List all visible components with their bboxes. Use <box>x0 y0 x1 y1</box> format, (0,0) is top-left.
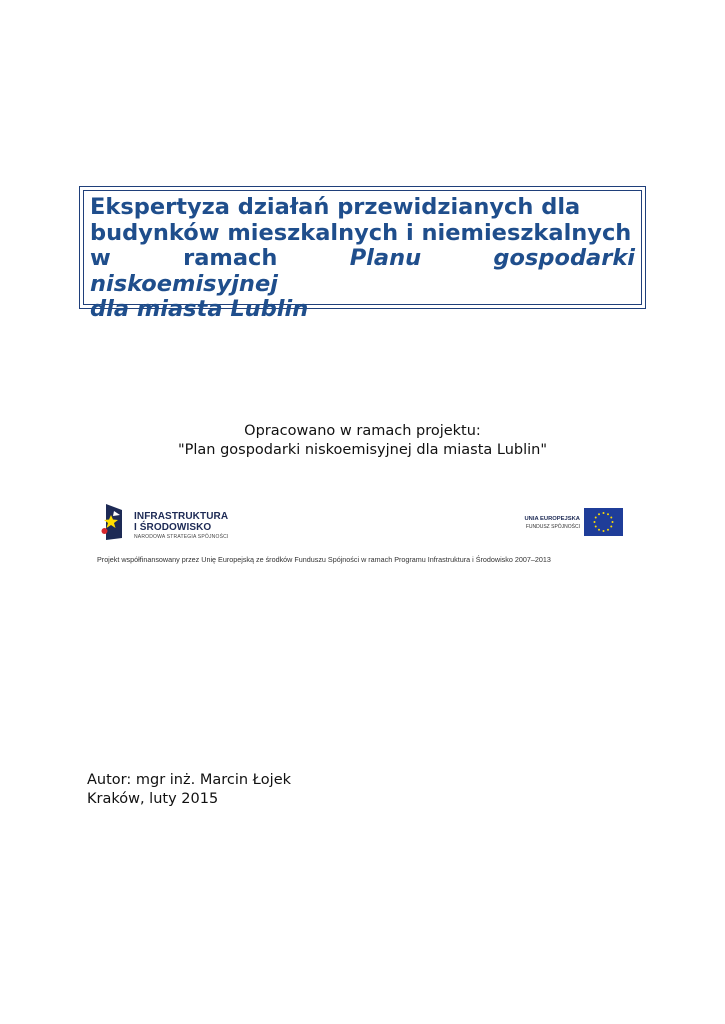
eu-star <box>607 513 609 515</box>
title-line-3 <box>90 246 635 297</box>
eu-star <box>612 521 614 523</box>
place-date-line: Kraków, luty 2015 <box>87 791 219 807</box>
title-frame <box>79 186 646 322</box>
eu-star <box>603 530 605 532</box>
infra-line-1: INFRASTRUKTURA <box>134 511 229 522</box>
infra-line-2: I ŚRODOWISKO <box>134 522 212 533</box>
author-block <box>87 771 291 809</box>
eu-star <box>607 529 609 531</box>
eu-star <box>598 513 600 515</box>
eu-name: UNIA EUROPEJSKA <box>524 516 580 522</box>
eu-fund: FUNDUSZ SPÓJNOŚCI <box>525 524 580 530</box>
eu-star <box>603 512 605 514</box>
eu-star <box>598 529 600 531</box>
infrastruktura-star-icon <box>100 502 130 542</box>
infra-sub: NARODOWA STRATEGIA SPÓJNOŚCI <box>134 534 229 540</box>
author-line: Autor: mgr inż. Marcin Łojek <box>87 772 292 788</box>
title-line-4-italic: dla miasta Lublin <box>90 296 309 322</box>
eu-text <box>524 516 580 530</box>
title-line-2: budynków mieszkalnych i niemieszkalnych <box>90 219 632 246</box>
infrastruktura-text <box>134 511 229 540</box>
eu-star <box>610 526 612 528</box>
eu-star <box>594 521 596 523</box>
subtitle-line-2: "Plan gospodarki niskoemisyjnej dla miasta Lublin" <box>177 442 548 458</box>
title-line-3-italic: Planu gospodarki niskoemisyjnej <box>90 245 636 297</box>
eu-star <box>595 517 597 519</box>
project-subtitle <box>0 422 725 460</box>
funding-note: Projekt współfinansowany przez Unię Europejską ze środków Funduszu Spójności w ramach Programu Infrastruktura i Środowisko 2007–2013 <box>97 555 551 564</box>
title-line-3-prefix: w ramach <box>90 245 350 271</box>
eu-flag-icon <box>584 508 623 536</box>
title-line-1: Ekspertyza działań przewidzianych dla <box>90 194 581 220</box>
infrastruktura-logo <box>100 502 240 542</box>
eu-star <box>595 526 597 528</box>
subtitle-line-1: Opracowano w ramach projektu: <box>244 423 481 439</box>
document-title <box>90 195 635 323</box>
title-line-4 <box>90 297 635 323</box>
eu-star <box>610 517 612 519</box>
